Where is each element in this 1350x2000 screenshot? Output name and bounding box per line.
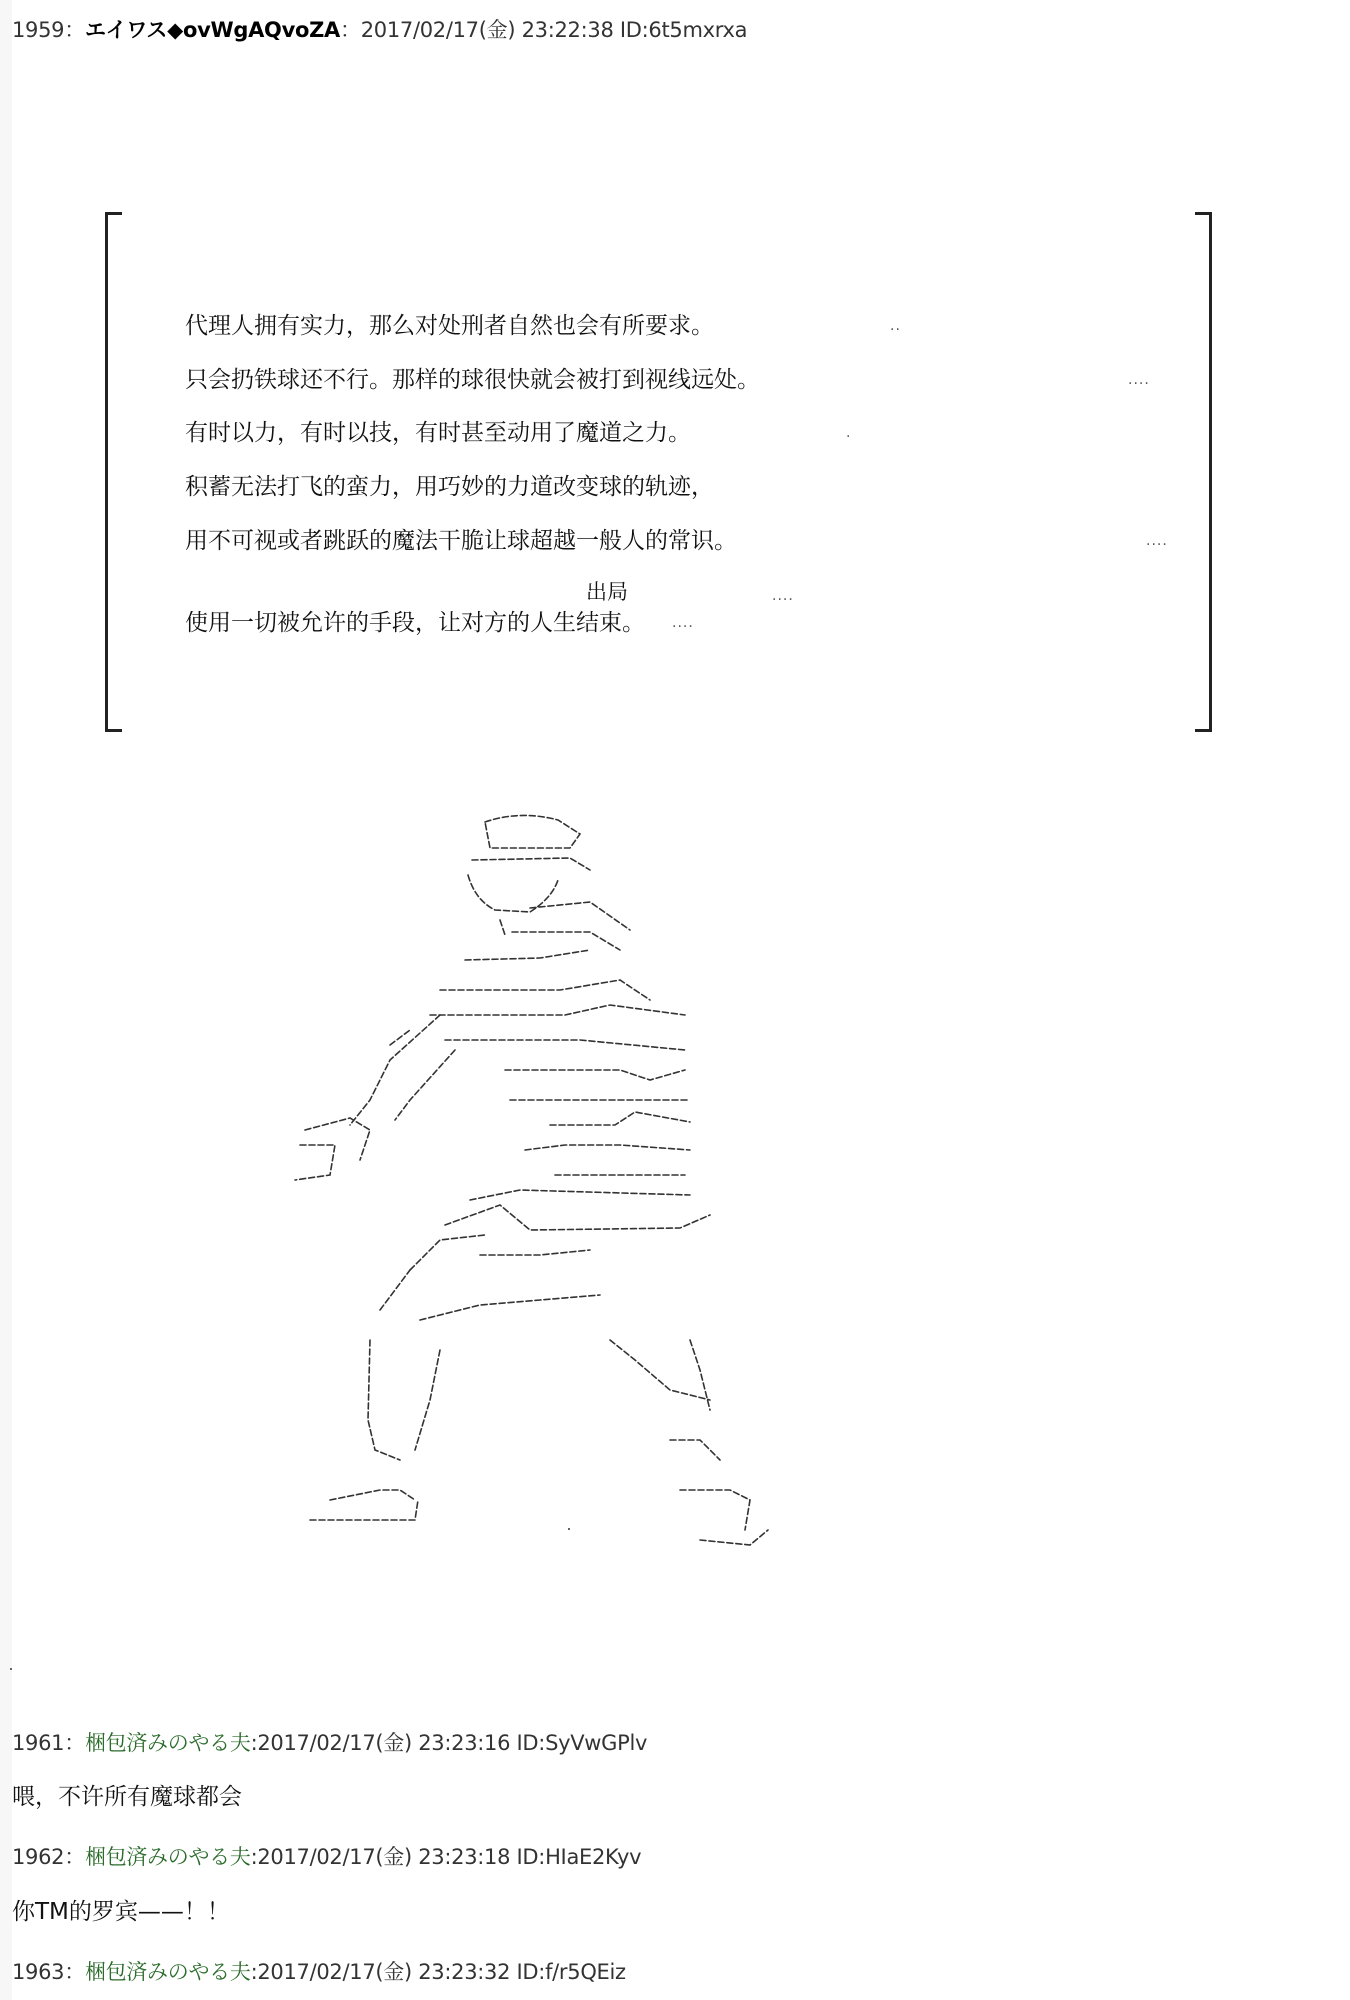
poster-name: 梱包済みのやる夫 [84, 1731, 251, 1755]
post-separator: ： [64, 1845, 85, 1869]
post-meta: :2017/02/17(金) 23:23:18 ID:HIaE2Kyv [250, 1845, 642, 1869]
trailing-dots: .... [772, 588, 794, 604]
post-body-1962: 你TM的罗宾——！！ [12, 1899, 230, 1925]
post-meta: ：2017/02/17(金) 23:22:38 ID:6t5mxrxa [340, 18, 748, 42]
post-separator: ： [64, 1960, 85, 1984]
post-separator: ： [64, 18, 85, 42]
post-number[interactable]: 1961 [12, 1731, 65, 1755]
post-meta: :2017/02/17(金) 23:23:16 ID:SyVwGPlv [250, 1731, 648, 1755]
post-header-1963 [12, 1956, 626, 1986]
post-header-1962 [12, 1841, 641, 1871]
post-header-1961 [12, 1727, 647, 1757]
post-number[interactable]: 1959 [12, 18, 65, 42]
post-number[interactable]: 1962 [12, 1845, 65, 1869]
post-body-1961: 喂，不许所有魔球都会 [12, 1784, 242, 1810]
post-meta: :2017/02/17(金) 23:23:32 ID:f/r5QEiz [250, 1960, 626, 1984]
narration-line-5: 用不可视或者跳跃的魔法干脆让球超越一般人的常识。 [185, 528, 737, 554]
trailing-dots: .... [1146, 533, 1168, 549]
poster-trip: ◆ovWgAQvoZA [167, 18, 340, 42]
trailing-dots: .... [672, 615, 694, 631]
poster-name: 梱包済みのやる夫 [84, 1960, 251, 1984]
narration-bracket-left [105, 212, 122, 732]
narration-line-3: 有时以力，有时以技，有时甚至动用了魔道之力。 [185, 420, 691, 446]
narration-line-4: 积蓄无法打飞的蛮力，用巧妙的力道改变球的轨迹， [185, 474, 714, 500]
narration-line-1: 代理人拥有实力，那么对处刑者自然也会有所要求。 [185, 313, 714, 339]
post-header-1959 [12, 14, 747, 44]
poster-name: 梱包済みのやる夫 [84, 1845, 251, 1869]
trailing-dots: .... [1128, 372, 1150, 388]
post-separator: ： [64, 1731, 85, 1755]
narration-line-6: 使用一切被允许的手段，让对方的人生结束。 [185, 610, 645, 636]
narration-bracket-right [1195, 212, 1212, 732]
ascii-art-figure [290, 800, 790, 1560]
narration-line-2: 只会扔铁球还不行。那样的球很快就会被打到视线远处。 [185, 367, 760, 393]
stray-dot [10, 1668, 12, 1670]
trailing-dots: .. [890, 318, 901, 334]
stray-dot [568, 1528, 570, 1530]
post-number[interactable]: 1963 [12, 1960, 65, 1984]
narration-ruby: 出局 [586, 580, 628, 604]
trailing-dots: . [846, 425, 852, 441]
poster-name: エイワス [84, 18, 168, 42]
